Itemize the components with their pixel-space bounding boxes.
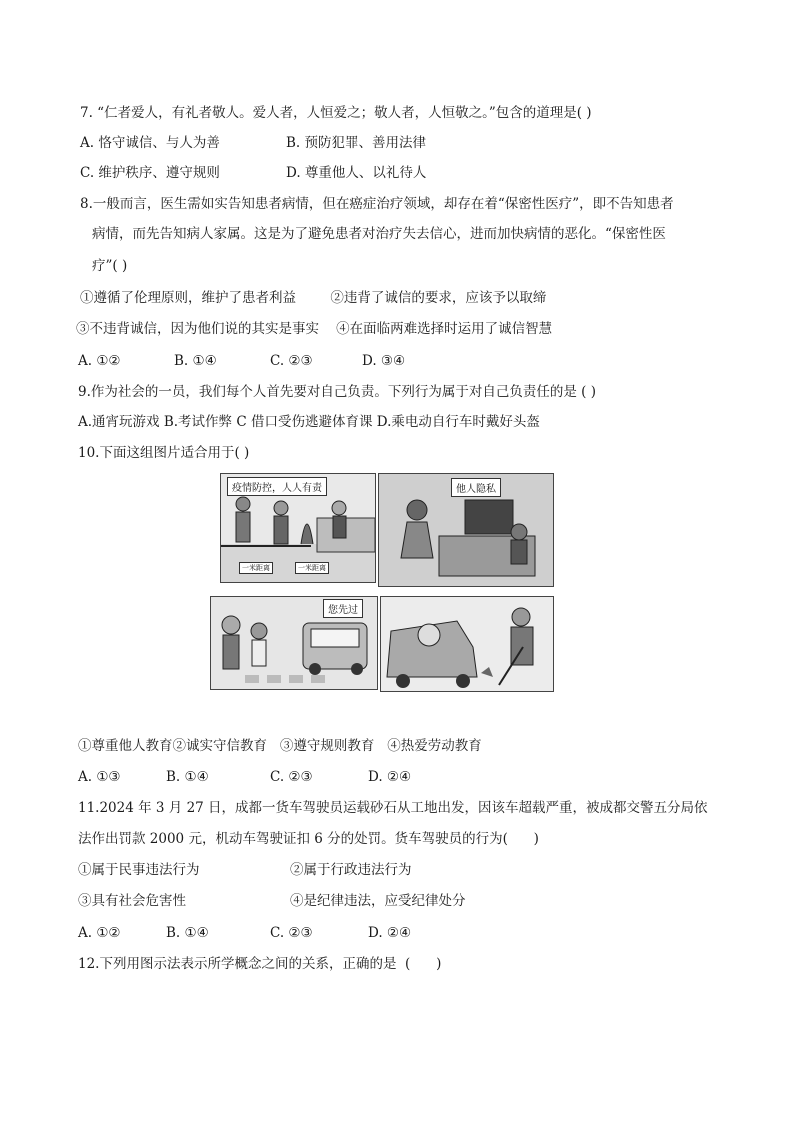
q8-statements-line-2: ③不违背诚信，因为他们说的其实是事实 ④在面临两难选择时运用了诚信智慧: [76, 321, 553, 337]
q7-option-a[interactable]: A. 恪守诚信、与人为善: [80, 135, 220, 151]
q9-options[interactable]: A.通宵玩游戏 B.考试作弊 C 借口受伤逃避体育课 D.乘电动自行车时戴好头盔: [78, 414, 540, 430]
floor-sign-a: 一米距离: [239, 562, 273, 574]
picture-privacy: [378, 473, 554, 587]
q8-statements-line-1: ①遵循了伦理原则，维护了患者利益 ②违背了诚信的要求，应该予以取缔: [80, 290, 547, 306]
q11-statement-4: ④是纪律违法，应受纪律处分: [290, 893, 466, 909]
q7-option-c[interactable]: C. 维护秩序、遵守规则: [80, 165, 220, 181]
q7-option-d[interactable]: D. 尊重他人、以礼待人: [286, 165, 427, 181]
q10-option-a[interactable]: A. ①③: [78, 769, 121, 785]
q11-stem-line-2: 法作出罚款 2000 元，机动车驾驶证扣 6 分的处罚。货车驾驶员的行为( ): [78, 831, 539, 847]
q8-stem-line-3: 疗”( ): [92, 258, 128, 274]
q8-option-b[interactable]: B. ①④: [174, 353, 217, 369]
q11-statement-1: ①属于民事违法行为: [78, 862, 200, 878]
q11-stem-line-1: 11.2024 年 3 月 27 日，成都一货车驾驶员运载砂石从工地出发，因该车超载严重，被成都交警五分局依: [78, 800, 708, 816]
q8-option-d[interactable]: D. ③④: [362, 353, 406, 369]
q9-stem: 9.作为社会的一员，我们每个人首先要对自己负责。下列行为属于对自己负责任的是 ( ): [78, 384, 596, 400]
q11-option-b[interactable]: B. ①④: [166, 925, 209, 941]
picture-crosswalk: [210, 596, 378, 690]
q11-statement-3: ③具有社会危害性: [78, 893, 186, 909]
q10-option-d[interactable]: D. ②④: [368, 769, 412, 785]
picture-2-caption: 他人隐私: [451, 478, 501, 497]
q10-option-c[interactable]: C. ②③: [270, 769, 313, 785]
picture-3-caption: 您先过: [323, 599, 363, 618]
q8-stem-line-2: 病情，而先告知病人家属。这是为了避免患者对治疗失去信心，进而加快病情的恶化。“保密性医: [92, 226, 666, 242]
q10-statements: ①尊重他人教育②诚实守信教育 ③遵守规则教育 ④热爱劳动教育: [78, 738, 482, 754]
q8-option-c[interactable]: C. ②③: [270, 353, 313, 369]
q10-option-b[interactable]: B. ①④: [166, 769, 209, 785]
picture-littering: [380, 596, 554, 692]
q11-statement-2: ②属于行政违法行为: [290, 862, 412, 878]
floor-sign-b: 一米距离: [295, 562, 329, 574]
q7-stem: 7. “仁者爱人，有礼者敬人。爱人者，人恒爱之；敬人者，人恒敬之。”包含的道理是( ): [80, 105, 592, 121]
q11-option-c[interactable]: C. ②③: [270, 925, 313, 941]
q8-option-a[interactable]: A. ①②: [78, 353, 121, 369]
picture-epidemic-distance: [220, 473, 376, 583]
q8-stem-line-1: 8.一般而言，医生需如实告知患者病情，但在癌症治疗领域，却存在着“保密性医疗”，即不告知患者: [80, 196, 674, 212]
q10-stem: 10.下面这组图片适合用于( ): [78, 445, 250, 461]
q7-option-b[interactable]: B. 预防犯罪、善用法律: [286, 135, 427, 151]
q11-option-a[interactable]: A. ①②: [78, 925, 121, 941]
q11-option-d[interactable]: D. ②④: [368, 925, 412, 941]
q12-stem: 12.下列用图示法表示所学概念之间的关系，正确的是 ( ): [78, 956, 442, 972]
picture-1-caption: 疫情防控，人人有责: [227, 477, 327, 496]
